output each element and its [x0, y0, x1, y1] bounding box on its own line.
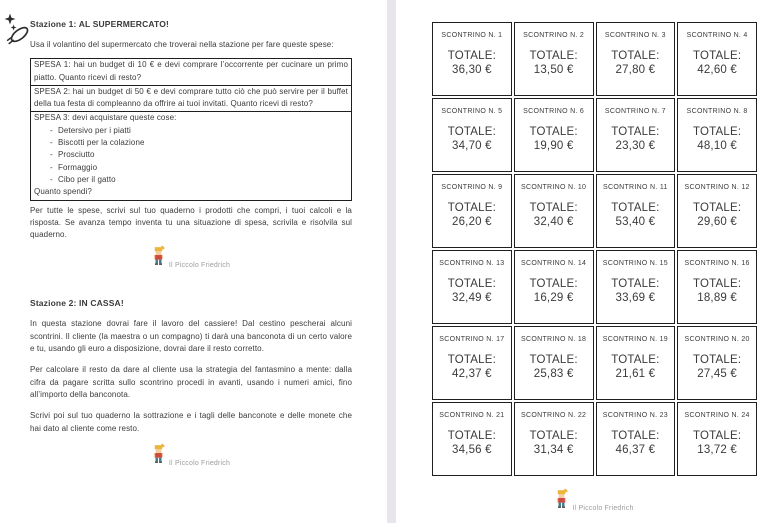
brand-logo-row-right	[432, 492, 757, 514]
spesa3-item-label: Cibo per il gatto	[58, 174, 116, 184]
page-left	[0, 0, 387, 523]
receipt-number-label: SCONTRINO N. 6	[523, 108, 585, 115]
receipt-number-label: SCONTRINO N. 8	[686, 108, 748, 115]
receipt-cell	[432, 98, 512, 172]
receipt-totale-label: TOTALE:	[529, 354, 578, 366]
dash-bullet: -	[50, 125, 53, 135]
receipt-cell	[596, 22, 676, 96]
spesa3-item-list	[34, 125, 348, 186]
receipt-grid	[432, 22, 757, 476]
receipt-totale-label: TOTALE:	[529, 430, 578, 442]
receipt-amount: 26,20 €	[451, 216, 492, 228]
receipt-amount: 42,60 €	[697, 64, 738, 76]
spesa1-row: SPESA 1: hai un budget di 10 € e devi comprare l’occorrente per cucinare un primo piatto. Quanto ricevi di resto?	[34, 60, 348, 82]
receipt-cell	[514, 98, 594, 172]
receipt-totale-label: TOTALE:	[447, 278, 496, 290]
receipt-totale-label: TOTALE:	[692, 126, 742, 138]
receipt-totale-label: TOTALE:	[529, 278, 578, 290]
receipt-cell	[677, 250, 757, 324]
dash-bullet: -	[50, 150, 53, 160]
receipt-totale-label: TOTALE:	[692, 50, 742, 62]
receipt-totale-label: TOTALE:	[611, 278, 660, 290]
receipt-cell	[677, 174, 757, 248]
receipt-amount: 32,49 €	[451, 292, 492, 304]
receipt-totale-label: TOTALE:	[447, 202, 496, 214]
spesa3-item-label: Detersivo per i piatti	[58, 125, 131, 135]
receipt-number-label: SCONTRINO N. 11	[603, 184, 668, 191]
receipt-totale-label: TOTALE:	[611, 126, 660, 138]
receipt-cell	[677, 402, 757, 476]
receipt-number-label: SCONTRINO N. 20	[684, 336, 750, 343]
receipt-cell	[514, 250, 594, 324]
receipt-number-label: SCONTRINO N. 2	[523, 32, 585, 39]
receipt-cell	[432, 174, 512, 248]
receipt-number-label: SCONTRINO N. 21	[439, 412, 505, 419]
receipt-number-label: SCONTRINO N. 1	[441, 32, 503, 39]
spesa3-item-label: Formaggio	[58, 162, 98, 172]
receipt-amount: 53,40 €	[615, 216, 656, 228]
mascot-slot	[152, 443, 165, 469]
spesa3-item	[34, 137, 348, 149]
mascot-boy-icon	[555, 488, 568, 509]
receipt-number-label: SCONTRINO N. 13	[439, 260, 505, 267]
receipt-cell	[596, 174, 676, 248]
receipt-totale-label: TOTALE:	[529, 50, 578, 62]
station1-title: Stazione 1: AL SUPERMERCATO!	[30, 19, 169, 29]
receipt-cell	[514, 22, 594, 96]
receipt-cell	[514, 402, 594, 476]
brand-label: Il Piccolo Friedrich	[572, 505, 634, 512]
receipt-amount: 25,83 €	[533, 368, 574, 380]
receipt-number-label: SCONTRINO N. 18	[521, 336, 587, 343]
receipt-amount: 27,80 €	[615, 64, 656, 76]
spesa3-item	[34, 149, 348, 161]
spesa-table	[30, 58, 352, 200]
mascot-slot	[152, 245, 165, 271]
receipt-amount: 33,69 €	[615, 292, 656, 304]
magic-wand-doodle-icon	[3, 12, 30, 52]
spesa3-footer: Quanto spendi?	[34, 187, 92, 197]
receipt-amount: 34,70 €	[451, 140, 492, 152]
mascot-boy-icon	[152, 443, 165, 464]
receipt-amount: 13,72 €	[697, 444, 738, 456]
receipt-amount: 18,89 €	[697, 292, 738, 304]
receipt-totale-label: TOTALE:	[611, 50, 660, 62]
spesa3-item	[34, 162, 348, 174]
receipt-totale-label: TOTALE:	[692, 430, 742, 442]
spesa3-item-label: Prosciutto	[58, 150, 95, 160]
receipt-totale-label: TOTALE:	[529, 126, 578, 138]
receipt-cell	[432, 250, 512, 324]
brand-label: Il Piccolo Friedrich	[168, 262, 231, 270]
receipt-amount: 36,30 €	[451, 64, 492, 76]
spesa3-header: SPESA 3: devi acquistare queste cose:	[34, 113, 177, 123]
receipt-number-label: SCONTRINO N. 3	[604, 32, 666, 39]
left-page-content	[30, 18, 352, 469]
receipt-number-label: SCONTRINO N. 15	[602, 260, 668, 267]
spesa2-row: SPESA 2: hai un budget di 50 € e devi comprare tutto ciò che può servire per il buffet della tua festa di compleanno da offrire ai tuoi invitati. Quanto ricevi di resto?	[31, 85, 351, 112]
receipt-totale-label: TOTALE:	[692, 278, 742, 290]
spesa3-item-label: Biscotti per la colazione	[58, 138, 145, 148]
receipt-amount: 32,40 €	[533, 216, 574, 228]
mascot-boy-icon	[152, 245, 165, 266]
station2-paragraph-3: Scrivi poi sul tuo quaderno la sottrazione e i tagli delle banconote e delle monete che hai dato al cliente come resto.	[30, 411, 352, 433]
receipt-totale-label: TOTALE:	[529, 202, 578, 214]
brand-label: Il Piccolo Friedrich	[168, 459, 231, 467]
page-gutter-divider	[387, 0, 396, 523]
brand-logo-row-2	[30, 447, 352, 469]
receipt-number-label: SCONTRINO N. 5	[441, 108, 503, 115]
receipt-amount: 48,10 €	[697, 140, 738, 152]
receipt-amount: 29,60 €	[697, 216, 738, 228]
receipt-number-label: SCONTRINO N. 24	[684, 412, 750, 419]
receipt-number-label: SCONTRINO N. 12	[684, 184, 750, 191]
receipt-amount: 13,50 €	[533, 64, 574, 76]
dash-bullet: -	[50, 174, 53, 184]
receipt-amount: 46,37 €	[615, 444, 656, 456]
receipt-number-label: SCONTRINO N. 19	[602, 336, 668, 343]
receipt-amount: 19,90 €	[533, 140, 574, 152]
spesa3-item	[34, 125, 348, 137]
receipt-cell	[596, 326, 676, 400]
station2-paragraph-1: In questa stazione dovrai fare il lavoro del cassiere! Dal cestino pescherai alcuni scontrini. Il cliente (la maestra o un compagno) ti darà una banconota di un certo valore e tu, usando gli euro a disposizione, dovrai dare il resto corretto.	[30, 319, 352, 354]
receipt-cell	[514, 326, 594, 400]
page-right	[396, 0, 783, 523]
receipt-amount: 27,45 €	[697, 368, 738, 380]
receipt-totale-label: TOTALE:	[611, 430, 660, 442]
spesa3-item	[34, 174, 348, 186]
receipt-cell	[596, 98, 676, 172]
dash-bullet: -	[50, 162, 53, 172]
receipt-amount: 42,37 €	[451, 368, 492, 380]
brand-logo-row-1	[30, 249, 352, 271]
receipt-totale-label: TOTALE:	[611, 354, 660, 366]
receipt-totale-label: TOTALE:	[611, 202, 660, 214]
receipt-cell	[432, 326, 512, 400]
receipt-totale-label: TOTALE:	[447, 354, 496, 366]
receipt-amount: 16,29 €	[533, 292, 574, 304]
station1-intro: Usa il volantino del supermercato che troverai nella stazione per fare queste spese:	[30, 40, 334, 49]
receipt-amount: 21,61 €	[615, 368, 656, 380]
receipt-number-label: SCONTRINO N. 22	[521, 412, 587, 419]
receipt-cell	[432, 402, 512, 476]
receipt-amount: 23,30 €	[615, 140, 656, 152]
receipt-totale-label: TOTALE:	[447, 430, 496, 442]
dash-bullet: -	[50, 138, 53, 148]
receipt-cell	[596, 250, 676, 324]
receipt-number-label: SCONTRINO N. 4	[686, 32, 748, 39]
spesa3-row	[31, 111, 351, 199]
receipt-totale-label: TOTALE:	[692, 202, 742, 214]
receipt-cell	[677, 326, 757, 400]
receipt-number-label: SCONTRINO N. 9	[441, 184, 503, 191]
receipt-cell	[514, 174, 594, 248]
receipt-cell	[677, 98, 757, 172]
receipt-totale-label: TOTALE:	[447, 126, 496, 138]
receipt-number-label: SCONTRINO N. 23	[602, 412, 668, 419]
receipt-number-label: SCONTRINO N. 10	[521, 184, 587, 191]
mascot-slot	[555, 488, 568, 514]
receipt-cell	[596, 402, 676, 476]
station2-paragraph-2: Per calcolare il resto da dare al cliente usa la strategia del fantasmino a mente: dalla cifra da pagare scritta sullo scontrino procedi in avanti, usando i numeri amici, fino all’importo della banconota.	[30, 365, 352, 399]
receipt-number-label: SCONTRINO N. 16	[684, 260, 750, 267]
receipt-amount: 31,34 €	[533, 444, 574, 456]
station2-block	[30, 297, 352, 434]
station1-outro: Per tutte le spese, scrivi sul tuo quaderno i prodotti che compri, i tuoi calcoli e la risposta. Se avanza tempo inventa tu una situazione di spesa, scrivila e risolvila sul quaderno.	[30, 205, 352, 240]
receipt-totale-label: TOTALE:	[447, 50, 496, 62]
receipt-cell	[677, 22, 757, 96]
receipt-number-label: SCONTRINO N. 14	[521, 260, 587, 267]
receipt-totale-label: TOTALE:	[692, 354, 742, 366]
receipt-cell	[432, 22, 512, 96]
receipt-amount: 34,56 €	[451, 444, 492, 456]
receipt-number-label: SCONTRINO N. 17	[439, 336, 505, 343]
station2-title: Stazione 2: IN CASSA!	[30, 298, 124, 309]
receipt-number-label: SCONTRINO N. 7	[604, 108, 666, 115]
